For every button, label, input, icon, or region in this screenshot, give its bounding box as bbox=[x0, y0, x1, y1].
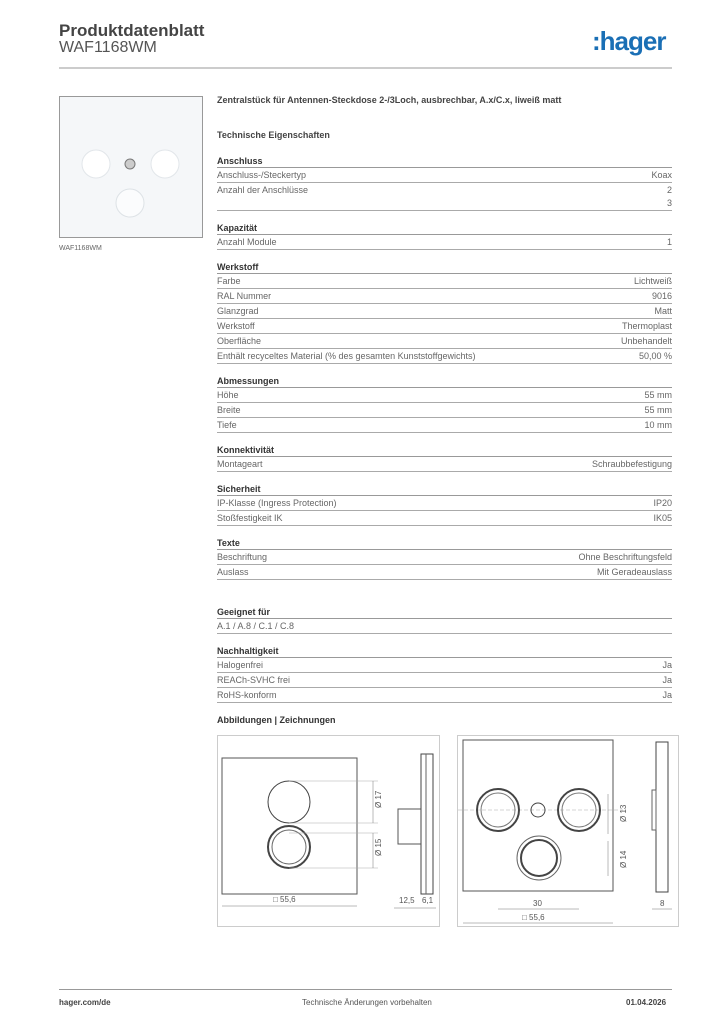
dim-depth: 8 bbox=[660, 899, 665, 908]
footer-date: 01.04.2026 bbox=[626, 998, 667, 1007]
footer-divider bbox=[59, 989, 672, 990]
dim-width: □ 55,6 bbox=[273, 895, 296, 904]
spec-label: Oberfläche bbox=[217, 336, 262, 346]
spec-row bbox=[217, 658, 672, 673]
spec-row bbox=[217, 319, 672, 334]
spec-value: 55 mm bbox=[644, 390, 672, 400]
spec-value: IK05 bbox=[653, 513, 672, 523]
spec-label: Auslass bbox=[217, 567, 249, 577]
spec-section bbox=[217, 605, 672, 634]
spec-row bbox=[217, 619, 672, 634]
section-heading: Kapazität bbox=[217, 221, 672, 235]
dim-depth-2: 6,1 bbox=[422, 896, 434, 905]
spec-row bbox=[217, 496, 672, 511]
spec-value: Ja bbox=[662, 690, 672, 700]
spec-label: Werkstoff bbox=[217, 321, 255, 331]
spec-value: 50,00 % bbox=[638, 351, 672, 361]
dim-width: □ 55,6 bbox=[522, 913, 545, 922]
spec-row bbox=[217, 565, 672, 580]
spec-label: Höhe bbox=[217, 390, 239, 400]
spec-value: 9016 bbox=[651, 291, 672, 301]
figures-heading: Abbildungen | Zeichnungen bbox=[217, 715, 336, 725]
spec-row bbox=[217, 403, 672, 418]
spec-label: REACh-SVHC frei bbox=[217, 675, 291, 685]
spec-section bbox=[217, 374, 672, 433]
spec-row bbox=[217, 183, 672, 211]
dim-d15: Ø 15 bbox=[374, 838, 383, 856]
spec-label: Enthält recyceltes Material (% des gesamten Kunststoffgewichts) bbox=[217, 351, 476, 361]
spec-label: Anzahl der Anschlüsse bbox=[217, 185, 309, 195]
spec-label: IP-Klasse (Ingress Protection) bbox=[217, 498, 337, 508]
spec-section bbox=[217, 443, 672, 472]
section-heading: Werkstoff bbox=[217, 260, 672, 274]
spec-label: RoHS-konform bbox=[217, 690, 277, 700]
page-title: Produktdatenblatt bbox=[59, 21, 205, 40]
spec-label: Glanzgrad bbox=[217, 306, 259, 316]
drawing-right bbox=[457, 735, 679, 927]
product-description: Zentralstück für Antennen-Steckdose 2-/3Loch, ausbrechbar, A.x/C.x, liweiß matt bbox=[217, 95, 562, 105]
spec-value: Ja bbox=[662, 675, 672, 685]
section-heading: Nachhaltigkeit bbox=[217, 644, 672, 658]
spec-label: Beschriftung bbox=[217, 552, 268, 562]
spec-value: IP20 bbox=[653, 498, 672, 508]
spec-label: A.1 / A.8 / C.1 / C.8 bbox=[217, 621, 295, 631]
spec-label: RAL Nummer bbox=[217, 291, 272, 301]
dim-d13: Ø 13 bbox=[619, 804, 628, 822]
spec-value: Ohne Beschriftungsfeld bbox=[578, 552, 672, 562]
spec-content bbox=[217, 95, 672, 703]
spec-section bbox=[217, 154, 672, 211]
spec-row bbox=[217, 349, 672, 364]
dim-spacing: 30 bbox=[533, 899, 542, 908]
spec-row bbox=[217, 388, 672, 403]
section-heading: Konnektivität bbox=[217, 443, 672, 457]
spec-section bbox=[217, 644, 672, 703]
spec-value: 1 bbox=[666, 237, 672, 247]
spec-value: 2 3 bbox=[666, 185, 672, 208]
image-caption: WAF1168WM bbox=[59, 245, 102, 252]
section-heading: Abmessungen bbox=[217, 374, 672, 388]
product-image bbox=[59, 96, 203, 238]
section-heading: Texte bbox=[217, 536, 672, 550]
spec-value: Ja bbox=[662, 660, 672, 670]
dim-d17: Ø 17 bbox=[374, 790, 383, 808]
spec-row bbox=[217, 550, 672, 565]
spec-row bbox=[217, 418, 672, 433]
spec-row bbox=[217, 304, 672, 319]
spec-row bbox=[217, 673, 672, 688]
spec-row bbox=[217, 168, 672, 183]
spec-section bbox=[217, 260, 672, 364]
spec-section bbox=[217, 221, 672, 250]
tech-properties-heading: Technische Eigenschaften bbox=[217, 130, 330, 140]
spec-label: Halogenfrei bbox=[217, 660, 264, 670]
spec-value: Mit Geradeauslass bbox=[596, 567, 672, 577]
product-code: WAF1168WM bbox=[59, 39, 157, 56]
spec-row bbox=[217, 688, 672, 703]
section-heading: Sicherheit bbox=[217, 482, 672, 496]
spec-sections bbox=[217, 154, 672, 703]
spec-label: Breite bbox=[217, 405, 241, 415]
footer-url[interactable]: hager.com/de bbox=[59, 998, 111, 1007]
spec-row bbox=[217, 457, 672, 472]
dim-d14: Ø 14 bbox=[619, 850, 628, 868]
spec-row bbox=[217, 334, 672, 349]
spec-label: Anschluss-/Steckertyp bbox=[217, 170, 307, 180]
spec-label: Montageart bbox=[217, 459, 263, 469]
dim-depth-1: 12,5 bbox=[399, 896, 415, 905]
spec-row bbox=[217, 289, 672, 304]
hager-logo: :hager bbox=[592, 26, 666, 56]
spec-value: 10 mm bbox=[644, 420, 672, 430]
spec-label: Stoßfestigkeit IK bbox=[217, 513, 283, 523]
footer-note: Technische Änderungen vorbehalten bbox=[302, 998, 432, 1007]
spec-value: Schraubbefestigung bbox=[591, 459, 672, 469]
spec-value: Unbehandelt bbox=[620, 336, 672, 346]
spec-row bbox=[217, 274, 672, 289]
spec-value: Thermoplast bbox=[621, 321, 672, 331]
spec-label: Tiefe bbox=[217, 420, 237, 430]
spec-label: Farbe bbox=[217, 276, 241, 286]
spec-value: 55 mm bbox=[644, 405, 672, 415]
spec-value: Lichtweiß bbox=[633, 276, 672, 286]
spec-section bbox=[217, 482, 672, 526]
drawing-left bbox=[217, 735, 440, 927]
spec-row bbox=[217, 235, 672, 250]
spec-value: Matt bbox=[654, 306, 672, 316]
spec-row bbox=[217, 511, 672, 526]
spec-section bbox=[217, 536, 672, 580]
spec-value: Koax bbox=[651, 170, 672, 180]
section-heading: Anschluss bbox=[217, 154, 672, 168]
section-heading: Geeignet für bbox=[217, 605, 672, 619]
header-divider bbox=[59, 67, 672, 69]
spec-label: Anzahl Module bbox=[217, 237, 277, 247]
